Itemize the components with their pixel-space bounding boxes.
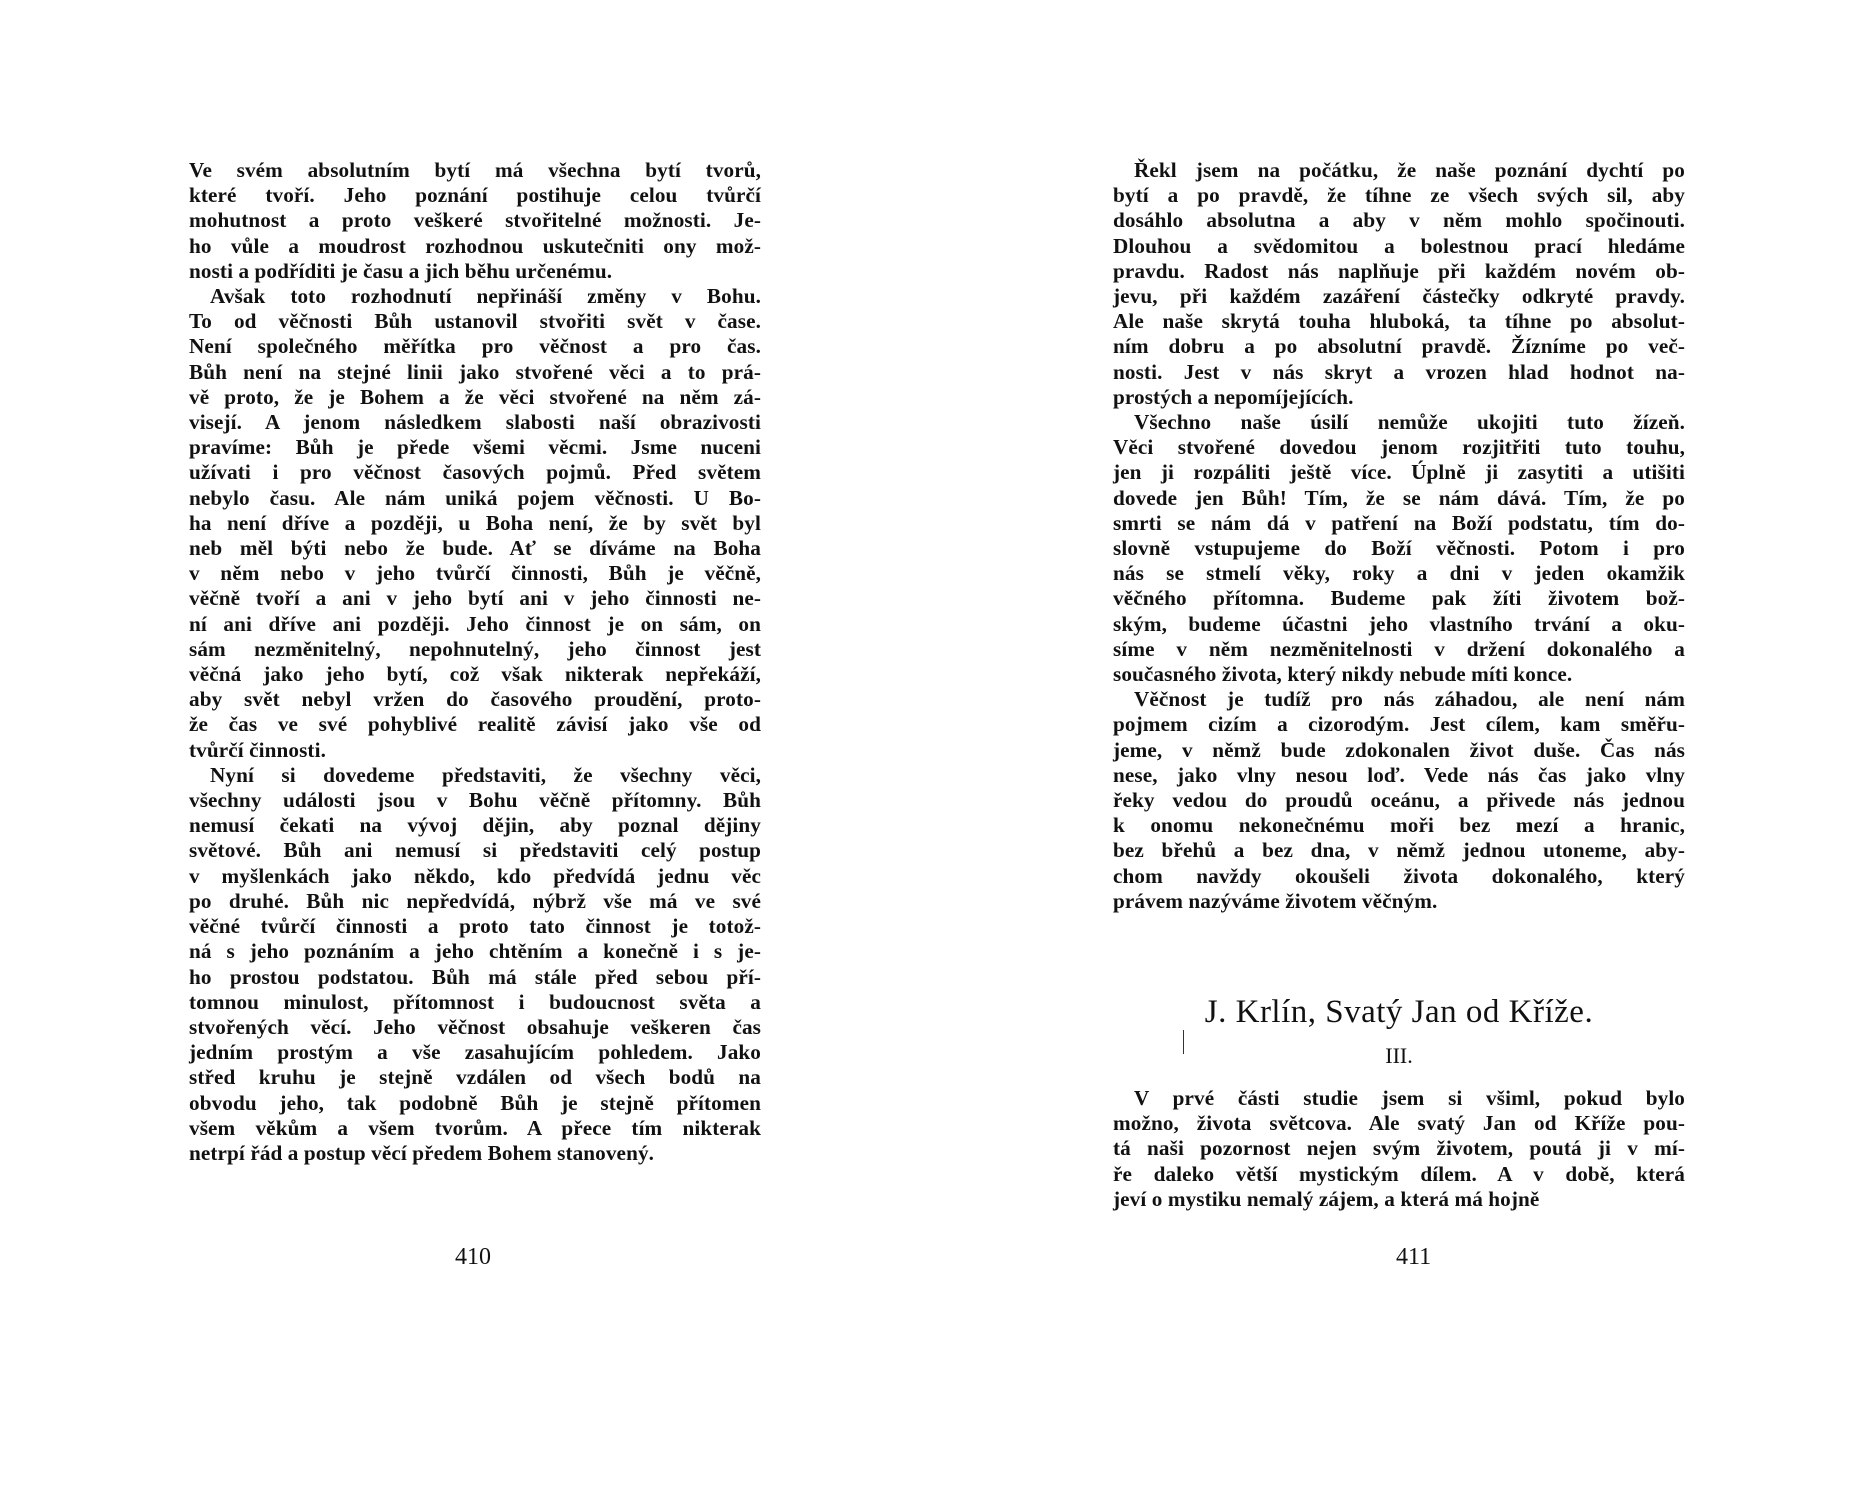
- text-line: věčného přítomna. Budeme pak žíti životem bož-: [1113, 586, 1685, 611]
- text-line: ským, budeme účastni jeho vlastního trvání a oku-: [1113, 611, 1685, 636]
- text-line: ní ani dříve ani později. Jeho činnost je on sám, on: [189, 611, 761, 636]
- text-line: které tvoří. Jeho poznání postihuje celou tvůrčí: [189, 183, 761, 208]
- page-number: 410: [455, 1244, 491, 1270]
- text-line: pravíme: Bůh je přede všemi věcmi. Jsme nuceni: [189, 435, 761, 460]
- text-line: všem věkům a všem tvorům. A přece tím nikterak: [189, 1115, 761, 1140]
- paragraph: [189, 158, 761, 284]
- text-line: k onomu nekonečnému moři bez mezí a hranic,: [1113, 813, 1685, 838]
- text-line: současného života, který nikdy nebude míti konce.: [1113, 662, 1573, 687]
- text-line: Nyní si dovedeme představiti, že všechny věci,: [210, 762, 761, 787]
- text-line: jeví o mystiku nemalý zájem, a která má hojně: [1113, 1186, 1540, 1211]
- text-line: síme v něm nezměnitelnosti v držení dokonalého a: [1113, 636, 1685, 661]
- text-line: Avšak toto rozhodnutí nepřináší změny v Bohu.: [210, 284, 761, 309]
- text-line: světové. Bůh ani nemusí si představiti celý postup: [189, 838, 761, 863]
- text-line: sám nezměnitelný, nepohnutelný, jeho činnost jest: [189, 636, 761, 661]
- left-page-text: [189, 158, 761, 1166]
- text-line: tvůrčí činnosti.: [189, 737, 326, 762]
- text-line: dovede jen Bůh! Tím, že se nám dává. Tím, že po: [1113, 485, 1685, 510]
- text-line: po druhé. Bůh nic nepředvídá, nýbrž vše má ve své: [189, 888, 761, 913]
- text-line: dosáhlo absolutna a aby v něm mohlo spočinouti.: [1113, 208, 1685, 233]
- text-line: Ve svém absolutním bytí má všechna bytí tvorů,: [189, 158, 761, 182]
- text-line: stvořených věcí. Jeho věčnost obsahuje veškeren čas: [189, 1014, 761, 1039]
- text-line: slovně vstupujeme do Boží věčnosti. Potom i pro: [1113, 536, 1685, 561]
- text-line: všechny události jsou v Bohu věčně přítomny. Bůh: [189, 788, 761, 813]
- section-number: III.: [1385, 1043, 1413, 1068]
- text-line: věčná jako jeho bytí, což však nikterak nepřekáží,: [189, 662, 761, 687]
- text-line: ná s jeho poznáním a jeho chtěním a konečně i s je-: [189, 939, 761, 964]
- text-line: visejí. A jenom následkem slabosti naší obrazivosti: [189, 410, 761, 435]
- text-line: nese, jako vlny nesou loď. Vede nás čas jako vlny: [1113, 762, 1685, 787]
- text-line: jeme, v němž bude zdokonalen život duše. Čas nás: [1113, 737, 1685, 762]
- text-line: V prvé části studie jsem si všiml, pokud bylo: [1134, 1086, 1685, 1110]
- text-line: mohutnost a proto veškeré stvořitelné možnosti. Je-: [189, 208, 761, 233]
- page-number: 411: [1396, 1244, 1432, 1270]
- text-line: prostých a nepomíjejících.: [1113, 384, 1354, 409]
- text-line: ho prostou podstatou. Bůh má stále před sebou pří-: [189, 964, 761, 989]
- text-line: tomnou minulost, přítomnost i budoucnost světa a: [189, 989, 761, 1014]
- text-line: jevu, při každém zazáření částečky odkryté pravdy.: [1113, 284, 1685, 309]
- text-line: nosti. Jest v nás skryt a vrozen hlad hodnot na-: [1113, 359, 1685, 384]
- paragraph: [1113, 1086, 1685, 1212]
- text-line: Není společného měřítka pro věčnost a pro čas.: [189, 334, 761, 359]
- text-line: chom navždy okoušeli života dokonalého, který: [1113, 863, 1685, 888]
- text-line: nemusí čekati na vývoj dějin, aby poznal dějiny: [189, 813, 761, 838]
- text-line: jen ji rozpáliti ještě více. Úplně ji zasytiti a utišiti: [1113, 460, 1685, 485]
- article-heading: J. Krlín, Svatý Jan od Kříže.: [1204, 994, 1594, 1030]
- text-line: v něm nebo v jeho tvůrčí činnosti, Bůh je věčně,: [189, 561, 761, 586]
- text-line: bez břehů a bez dna, v němž jednou utoneme, aby-: [1113, 838, 1685, 863]
- text-line: věčné tvůrčí činnosti a proto tato činnost je totož-: [189, 914, 761, 939]
- paragraph: [189, 763, 761, 1166]
- paragraph: [1113, 687, 1685, 914]
- paragraph: [1113, 158, 1685, 410]
- text-line: střed kruhu je stejně vzdálen od všech bodů na: [189, 1065, 761, 1090]
- text-line: Věci stvořené dovedou jenom rozjitřiti tuto touhu,: [1113, 435, 1685, 460]
- text-line: nebylo času. Ale nám uniká pojem věčnosti. U Bo-: [189, 485, 761, 510]
- text-line: jedním prostým a vše zasahujícím pohledem. Jako: [189, 1040, 761, 1065]
- text-line: smrti se nám dá v patření na Boží podstatu, tím do-: [1113, 510, 1685, 535]
- right-page-text: [1113, 158, 1685, 914]
- text-line: pojmem cizím a cizorodým. Jest cílem, kam směřu-: [1113, 712, 1685, 737]
- text-line: tá naši pozornost nejen svým životem, poutá ji v mí-: [1113, 1136, 1685, 1161]
- text-line: Ale naše skrytá touha hluboká, ta tíhne po absolut-: [1113, 309, 1685, 334]
- text-line: Věčnost je tudíž pro nás záhadou, ale není nám: [1134, 687, 1685, 712]
- text-line: netrpí řád a postup věcí předem Bohem stanovený.: [189, 1140, 655, 1165]
- text-line: obvodu jeho, tak podobně Bůh je stejně přítomen: [189, 1090, 761, 1115]
- text-line: v myšlenkách jako někdo, kdo předvídá jednu věc: [189, 863, 761, 888]
- text-line: ře daleko větší mystickým dílem. A v době, která: [1113, 1161, 1685, 1186]
- text-line: nás se stmelí věky, roky a dni v jeden okamžik: [1113, 561, 1685, 586]
- text-line: bytí a po pravdě, že tíhne ze všech svých sil, aby: [1113, 183, 1685, 208]
- text-line: vě proto, že je Bohem a že věci stvořené na něm zá-: [189, 384, 761, 409]
- text-line: aby svět nebyl vržen do časového proudění, proto-: [189, 687, 761, 712]
- paragraph: [189, 284, 761, 763]
- text-line: Bůh není na stejné linii jako stvořené věci a to prá-: [189, 359, 761, 384]
- paragraph: [1113, 410, 1685, 687]
- text-line: ha není dříve a později, u Boha není, že by svět byl: [189, 510, 761, 535]
- text-line: pravdu. Radost nás naplňuje při každém novém ob-: [1113, 258, 1685, 283]
- text-line: Dlouhou a svědomitou a bolestnou prací hledáme: [1113, 233, 1685, 258]
- text-line: užívati i pro věčnost časových pojmů. Před světem: [189, 460, 761, 485]
- text-line: věčně tvoří a ani v jeho bytí ani v jeho činnosti ne-: [189, 586, 761, 611]
- right-page-text-continued: [1113, 1086, 1685, 1212]
- text-line: nosti a podříditi je času a jich běhu určenému.: [189, 258, 613, 283]
- text-line: ním dobru a po absolutní pravdě. Žízníme po več-: [1113, 334, 1685, 359]
- text-line: To od věčnosti Bůh ustanovil stvořiti svět v čase.: [189, 309, 761, 334]
- print-mark: [1183, 1030, 1184, 1054]
- text-line: neb měl býti nebo že bude. Ať se díváme na Boha: [189, 536, 761, 561]
- text-line: řeky vedou do proudů oceánu, a přivede nás jednou: [1113, 788, 1685, 813]
- text-line: možno, života světcova. Ale svatý Jan od Kříže pou-: [1113, 1111, 1685, 1136]
- text-line: ho vůle a moudrost rozhodnou uskutečniti ony mož-: [189, 233, 761, 258]
- right-page: [930, 0, 1860, 1500]
- text-line: že čas ve své pohyblivé realitě závisí jako vše od: [189, 712, 761, 737]
- text-line: právem nazýváme životem věčným.: [1113, 888, 1438, 913]
- text-line: Řekl jsem na počátku, že naše poznání dychtí po: [1134, 158, 1685, 182]
- text-line: Všechno naše úsilí nemůže ukojiti tuto žízeň.: [1134, 410, 1685, 435]
